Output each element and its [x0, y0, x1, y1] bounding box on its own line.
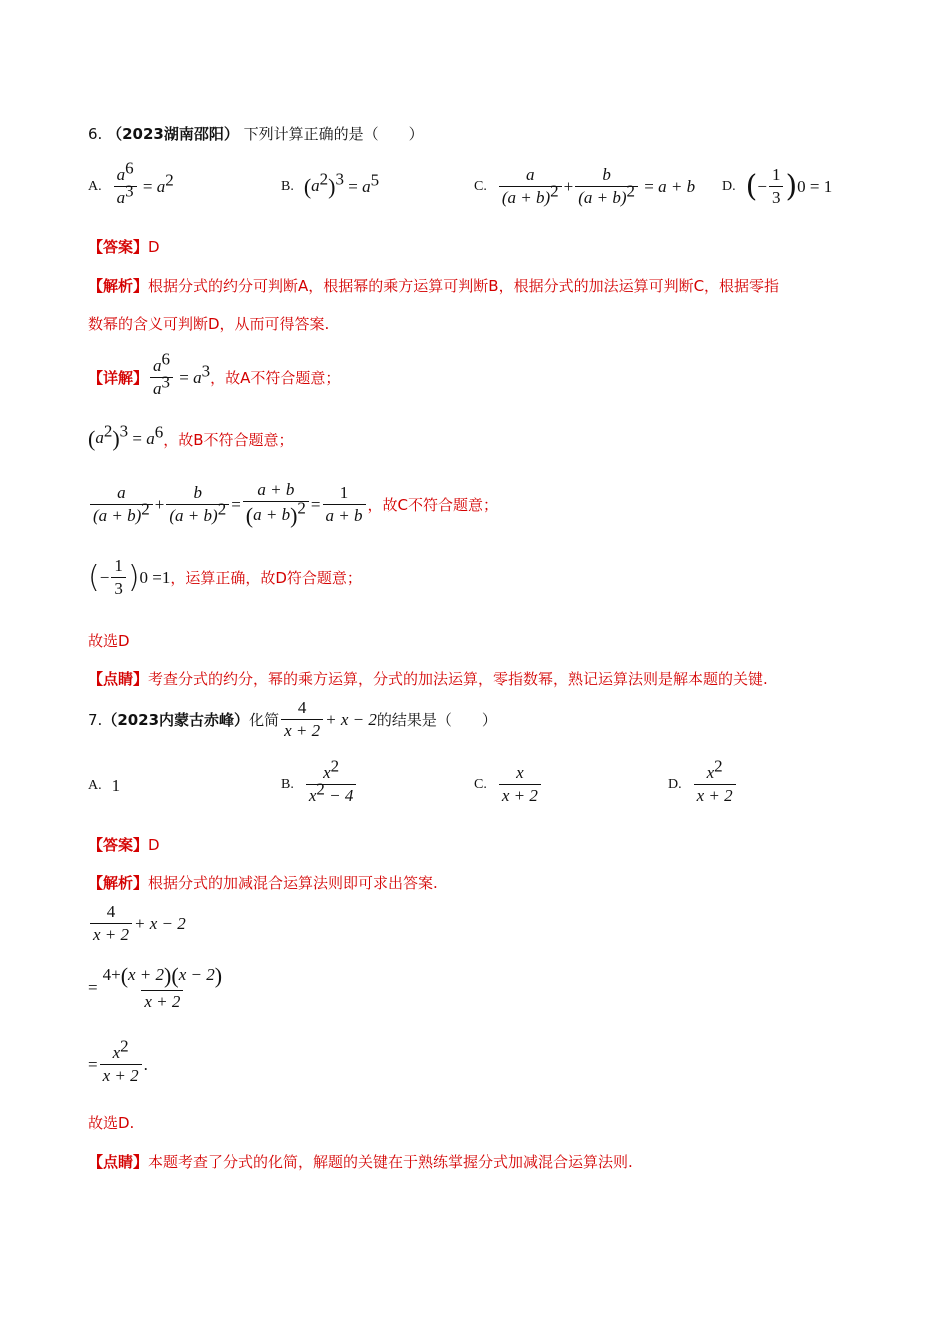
option-d: D. ( − $\frac{1}{3}$ ) 0 = 1	[722, 165, 833, 207]
question-number: 6.	[88, 125, 103, 143]
comment-tag: 【点睛】	[88, 670, 149, 688]
option-label: D.	[668, 776, 682, 792]
answer-tag: 【答案】	[88, 238, 149, 256]
detail-tag: 【详解】	[88, 369, 149, 387]
detail-c: $\frac{a}{(a + b)^2}$ + $\frac{b}{(a + b)^2}$ = $\frac{a + b}{(a + b)^2}$ = $\frac{1}{a + b}$ ，故C不符合题意；	[88, 480, 498, 529]
option-c: C. $\frac{x}{x + 2}$	[474, 763, 543, 806]
analysis-tag: 【解析】	[88, 874, 149, 892]
answer-value: D	[148, 238, 160, 256]
analysis-line-2: 数幂的含义可判断D，从而可得答案.	[88, 315, 330, 333]
option-b: B. $(a^2)^3$ = $a^5$	[281, 169, 380, 199]
option-a: A. 1	[88, 776, 121, 795]
option-c: C. $\frac{a}{(a + b)^2}$ + $\frac{b}{(a + b)^2}$ = a + b	[474, 165, 696, 207]
option-label: A.	[88, 178, 102, 194]
answer-tag: 【答案】	[88, 836, 149, 854]
analysis-line-1: 【解析】根据分式的约分可判断A，根据幂的乘方运算可判断B，根据分式的加法运算可判断C，根据零指	[88, 277, 780, 295]
question-source: （2023湖南邵阳）	[107, 125, 239, 143]
option-label: C.	[474, 776, 487, 792]
detail-a: 【详解】 $\frac{a^6}{a^3}$ = $a^3$ ，故A不符合题意；	[88, 349, 341, 398]
option-b: B. $\frac{x^2}{x^2 - 4}$	[281, 763, 358, 806]
answer-line	[88, 834, 160, 855]
option-a: A. $\frac{a^6}{a^3}$ = $a^2$	[88, 158, 174, 207]
question-source: （2023内蒙古赤峰）	[102, 711, 250, 729]
detail-d: ( − $\frac{1}{3}$ ) 0 =1 ，运算正确，故D符合题意；	[88, 556, 362, 598]
answer-value: D	[148, 836, 160, 854]
question-7-header: 7. （2023内蒙古赤峰） 化简 $\frac{4}{x + 2}$ + x − 2 的结果是（ ）	[88, 698, 497, 740]
conclusion-7: 故选D.	[88, 1114, 135, 1132]
conclusion-6: 故选D	[88, 632, 130, 650]
question-number: 7.	[88, 710, 103, 729]
comment-6: 【点睛】考查分式的约分，幂的乘方运算，分式的加法运算，零指数幂，熟记运算法则是解本题的关键.	[88, 670, 768, 688]
option-label: B.	[281, 179, 294, 194]
comment-7: 【点睛】本题考查了分式的化简，解题的关键在于熟练掌握分式加减混合运算法则.	[88, 1153, 633, 1171]
comment-tag: 【点睛】	[88, 1153, 149, 1171]
option-label: D.	[722, 178, 736, 194]
question-6-header	[88, 123, 424, 144]
detail-b: $(a^2)^3$ = $a^6$ ，故B不符合题意；	[88, 421, 294, 451]
solution-step-1: $\frac{4}{x + 2}$ + x − 2	[88, 902, 186, 945]
option-label: B.	[281, 776, 294, 792]
option-label: C.	[474, 178, 487, 194]
solution-step-3: = $\frac{x^2}{x + 2}$ .	[88, 1036, 148, 1085]
question-stem: 下列计算正确的是（ ）	[243, 125, 424, 143]
option-label: A.	[88, 778, 102, 793]
option-d: D. $\frac{x^2}{x + 2}$	[668, 763, 738, 806]
analysis-line: 【解析】根据分式的加减混合运算法则即可求出答案.	[88, 874, 438, 892]
answer-line	[88, 236, 160, 257]
solution-step-2: = $\frac{4+(x + 2)(x - 2)}{x + 2}$	[88, 963, 223, 1011]
analysis-tag: 【解析】	[88, 277, 149, 295]
